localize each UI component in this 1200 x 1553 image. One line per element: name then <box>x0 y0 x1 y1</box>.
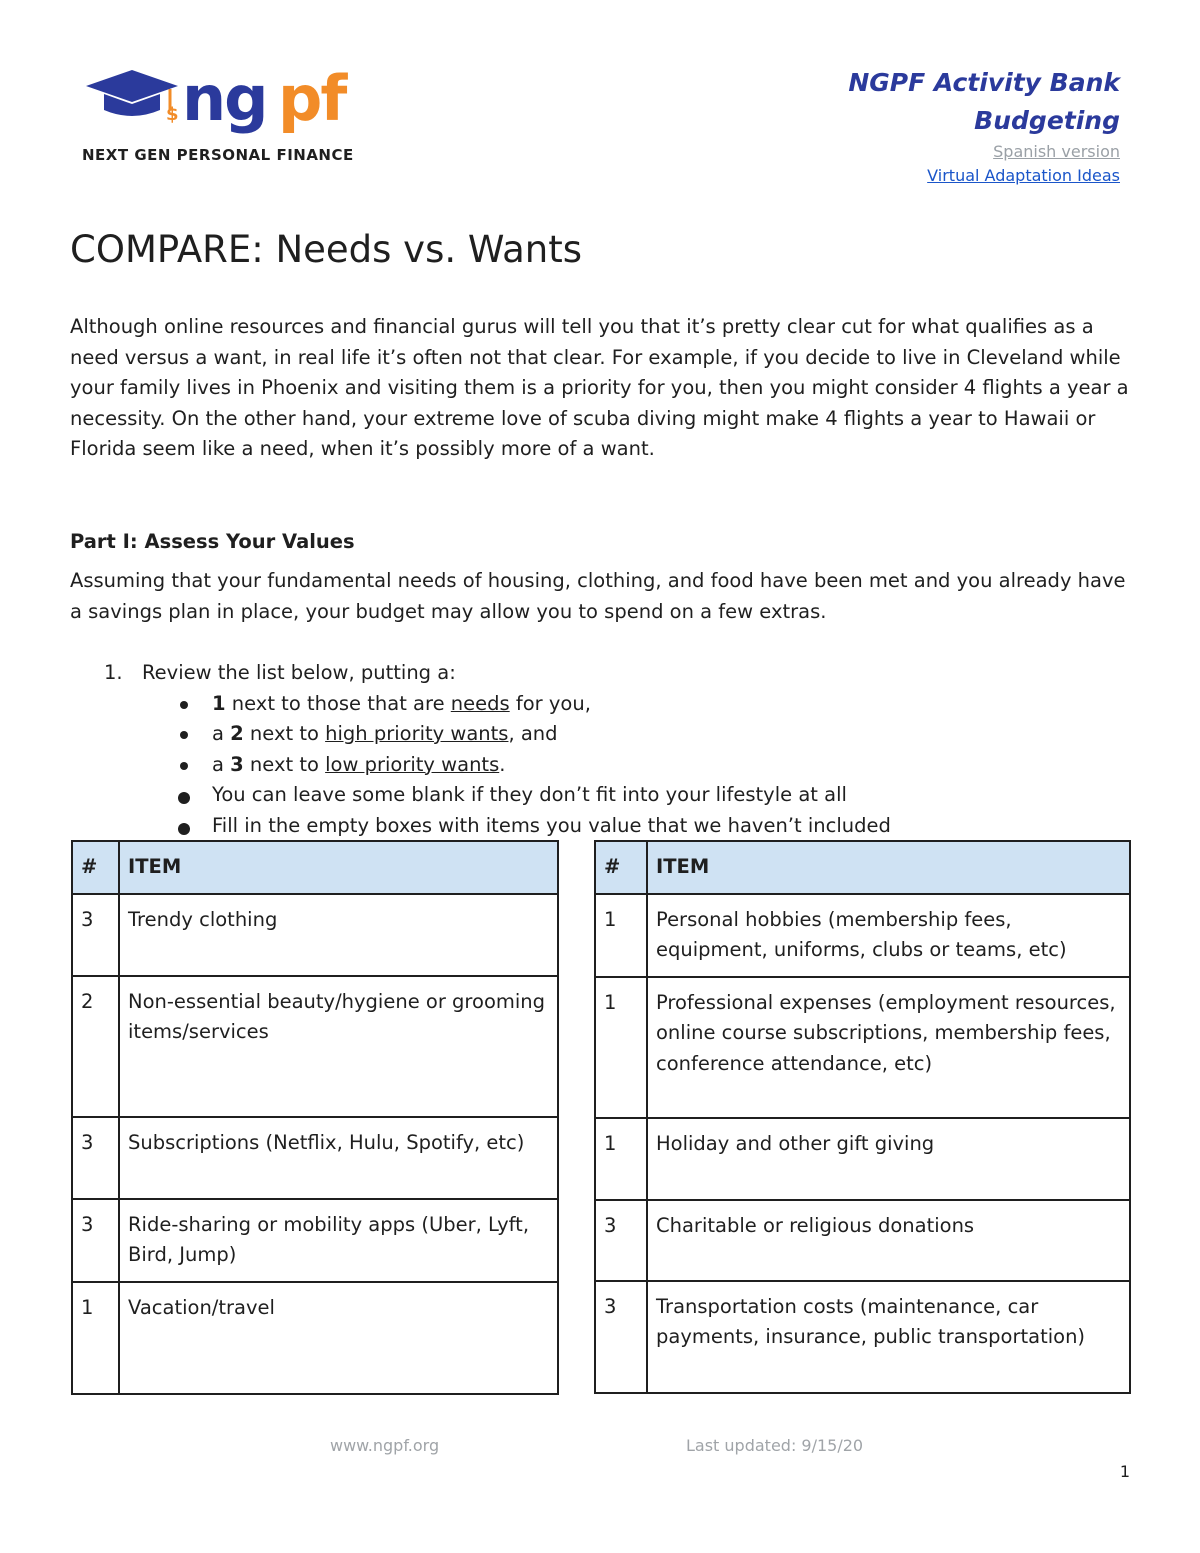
item-cell: Professional expenses (employment resources, online course subscriptions, membership fees, conference attendance, etc) <box>647 977 1130 1118</box>
virtual-adaptation-link[interactable]: Virtual Adaptation Ideas <box>927 166 1120 185</box>
item-cell: Ride-sharing or mobility apps (Uber, Lyft, Bird, Jump) <box>119 1199 558 1282</box>
table-row <box>72 1117 558 1199</box>
table-header-row <box>72 841 558 894</box>
logo-tagline: NEXT GEN PERSONAL FINANCE <box>82 146 354 164</box>
spanish-version-link[interactable]: Spanish version <box>993 142 1120 161</box>
topic-label: Budgeting <box>974 106 1120 135</box>
page-title: COMPARE: Needs vs. Wants <box>70 228 583 271</box>
header-meta <box>848 64 1120 188</box>
dollar-sign-icon: $ <box>166 104 179 125</box>
col-item-header: ITEM <box>647 841 1130 894</box>
footer-last-updated: Last updated: 9/15/20 <box>686 1436 864 1455</box>
item-cell: Non-essential beauty/hygiene or grooming items/services <box>119 976 558 1117</box>
part-heading: Part I: Assess Your Values <box>70 530 355 553</box>
table-row <box>595 894 1130 977</box>
rank-cell[interactable]: 3 <box>595 1200 647 1281</box>
rank-cell[interactable]: 1 <box>595 977 647 1118</box>
footer-website[interactable]: www.ngpf.org <box>330 1436 440 1455</box>
instructions <box>70 658 1130 841</box>
page-number: 1 <box>1119 1462 1130 1481</box>
table-header-row <box>595 841 1130 894</box>
part-description: Assuming that your fundamental needs of housing, clothing, and food have been met and you already have a savings plan in place, your budget may allow you to spend on a few extras. <box>70 569 1126 623</box>
table-row <box>595 1281 1130 1393</box>
rank-cell[interactable]: 3 <box>72 1117 119 1199</box>
table-row <box>595 1118 1130 1200</box>
items-table-right <box>594 840 1131 1394</box>
items-table-left <box>71 840 559 1395</box>
table-row <box>72 894 558 976</box>
instruction-bullets <box>70 689 1130 842</box>
logo-wordmark-accent: pf <box>278 62 346 135</box>
table-row <box>72 1282 558 1394</box>
table-row <box>72 1199 558 1282</box>
item-cell: Subscriptions (Netflix, Hulu, Spotify, etc) <box>119 1117 558 1199</box>
item-cell: Trendy clothing <box>119 894 558 976</box>
item-cell: Holiday and other gift giving <box>647 1118 1130 1200</box>
table-row <box>595 977 1130 1118</box>
logo-wordmark: ng <box>182 62 267 135</box>
rank-cell[interactable]: 3 <box>72 1199 119 1282</box>
item-cell: Vacation/travel <box>119 1282 558 1394</box>
item-cell: Charitable or religious donations <box>647 1200 1130 1281</box>
rank-cell[interactable]: 1 <box>595 894 647 977</box>
item-cell: Personal hobbies (membership fees, equipment, uniforms, clubs or teams, etc) <box>647 894 1130 977</box>
col-number-header: # <box>72 841 119 894</box>
rank-cell[interactable]: 1 <box>595 1118 647 1200</box>
list-item: You can leave some blank if they don’t fit into your lifestyle at all <box>70 780 1130 811</box>
graduation-cap-icon <box>86 70 178 102</box>
table-row <box>595 1200 1130 1281</box>
list-item: 1 next to those that are needs for you, <box>70 689 1130 720</box>
list-item: a 3 next to low priority wants. <box>70 750 1130 781</box>
list-number: 1. <box>104 661 123 684</box>
col-item-header: ITEM <box>119 841 558 894</box>
instruction-lead: Review the list below, putting a: <box>142 661 456 684</box>
rank-cell[interactable]: 2 <box>72 976 119 1117</box>
rank-cell[interactable]: 3 <box>72 894 119 976</box>
col-number-header: # <box>595 841 647 894</box>
rank-cell[interactable]: 1 <box>72 1282 119 1394</box>
list-item: a 2 next to high priority wants, and <box>70 719 1130 750</box>
table-row <box>72 976 558 1117</box>
item-cell: Transportation costs (maintenance, car payments, insurance, public transportation) <box>647 1281 1130 1393</box>
rank-cell[interactable]: 3 <box>595 1281 647 1393</box>
list-item: Fill in the empty boxes with items you value that we haven’t included <box>70 811 1130 842</box>
activity-bank-label: NGPF Activity Bank <box>848 68 1120 97</box>
intro-paragraph: Although online resources and financial gurus will tell you that it’s pretty clear cut for what qualifies as a need versus a want, in real life it’s often not that clear. For example, if you decide to live in Cleveland while your family lives in Phoenix and visiting them is a priority for you, then you might consider 4 flights a year a necessity. On the other hand, your extreme love of scuba diving might make 4 flights a year to Hawaii or Florida seem like a need, when it’s possibly more of a want. <box>70 315 1129 460</box>
